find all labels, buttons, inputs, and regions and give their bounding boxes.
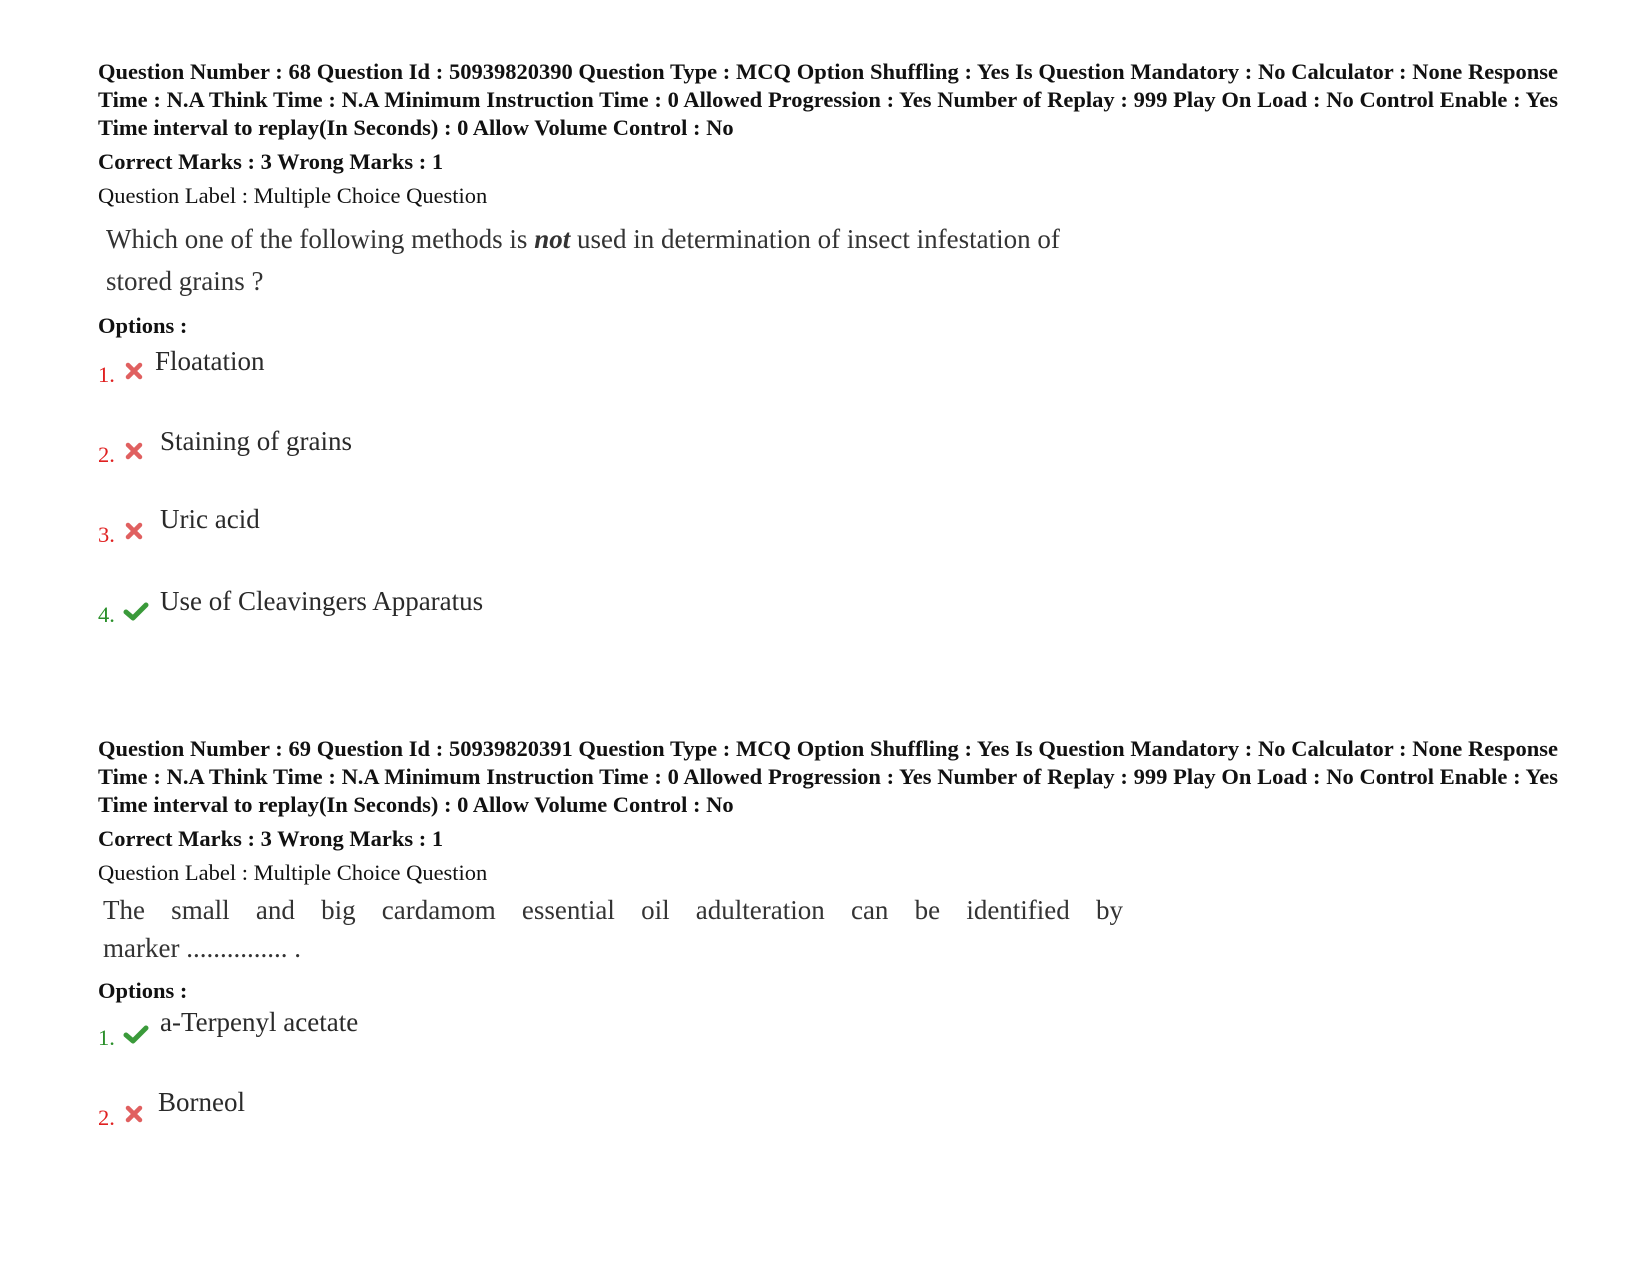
check-icon [123, 1023, 149, 1045]
cross-icon [123, 440, 145, 462]
question-label: Question Label : Multiple Choice Question [98, 183, 488, 208]
cross-icon [123, 1103, 145, 1125]
options-list [98, 1007, 1558, 1175]
stem-line-1 [106, 218, 1126, 260]
question-meta: Question Number : 68 Question Id : 50939820390 Question Type : MCQ Option Shuffling : Yes Is Question Mandatory : No Calculator : None Response Time : N.A Think Time : N.A Minimum Instruction Time : 0 Allowed Progression : Yes Number of Replay : 999 Play On Load : No Control Enable : Yes Time interval to replay(In Seconds) : 0 Allow Volume Control : No [98, 59, 1558, 140]
option-number: 4. [98, 602, 115, 627]
question-label: Question Label : Multiple Choice Question [98, 860, 488, 885]
stem-text-after: used in determination of insect infestation of [570, 224, 1060, 254]
stem-line-1: The small and big cardamom essential oil adulteration can be identified by [103, 895, 1123, 925]
option-text: Uric acid [160, 504, 260, 534]
option-text: Floatation [155, 346, 265, 376]
option-text: Use of Cleavingers Apparatus [160, 586, 484, 616]
options-heading: Options : [98, 978, 188, 1003]
option-number: 3. [98, 522, 115, 547]
option-1[interactable] [98, 346, 1558, 428]
stem-line-2: stored grains ? [106, 266, 264, 296]
options-heading: Options : [98, 313, 188, 338]
option-number: 2. [98, 442, 115, 467]
question-stem [106, 218, 1126, 302]
option-text: a-Terpenyl acetate [160, 1007, 359, 1037]
option-1[interactable] [98, 1007, 1558, 1093]
option-number: 1. [98, 1025, 115, 1050]
question-block-69 [98, 735, 1558, 1175]
question-stem [103, 891, 1123, 967]
option-number: 2. [98, 1105, 115, 1130]
question-marks: Correct Marks : 3 Wrong Marks : 1 [98, 149, 444, 174]
check-icon [123, 600, 149, 622]
option-4[interactable] [98, 586, 1558, 674]
cross-icon [123, 360, 145, 382]
option-3[interactable] [98, 504, 1558, 592]
stem-text-before: Which one of the following methods is [106, 224, 535, 254]
question-marks: Correct Marks : 3 Wrong Marks : 1 [98, 826, 444, 851]
option-text: Borneol [158, 1087, 245, 1117]
option-2[interactable] [98, 1087, 1558, 1175]
question-meta: Question Number : 69 Question Id : 50939820391 Question Type : MCQ Option Shuffling : Yes Is Question Mandatory : No Calculator : None Response Time : N.A Think Time : N.A Minimum Instruction Time : 0 Allowed Progression : Yes Number of Replay : 999 Play On Load : No Control Enable : Yes Time interval to replay(In Seconds) : 0 Allow Volume Control : No [98, 736, 1558, 817]
option-2[interactable] [98, 428, 1558, 510]
option-text: Staining of grains [160, 426, 352, 456]
stem-line-2: marker ............... . [103, 933, 301, 963]
cross-icon [123, 520, 145, 542]
options-list [98, 346, 1558, 674]
question-block-68 [98, 58, 1558, 674]
option-number: 1. [98, 362, 115, 387]
stem-emphasis: not [534, 224, 571, 254]
